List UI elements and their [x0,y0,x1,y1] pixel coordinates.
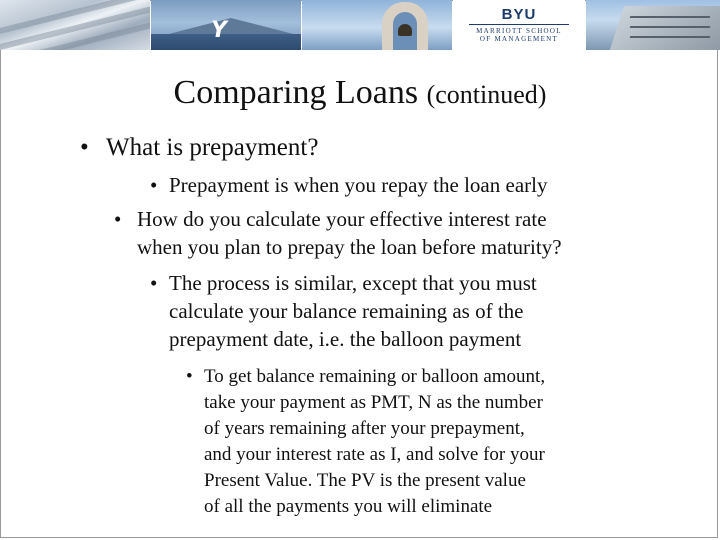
statue-photo-tile [0,0,150,50]
bullet-dot-icon: • [150,173,158,197]
bell-icon [398,24,412,36]
y-mountain-icon: Y [211,18,225,43]
bell-tower-photo-tile [302,0,452,50]
bullet-dot-icon: • [114,207,122,231]
bullet-a3-line1: To get balance remaining or balloon amount, [204,366,546,387]
bullet-q1: What is prepayment? [106,134,319,161]
byu-marriott-logo [453,0,585,50]
bullet-dot-icon: • [186,366,193,387]
header-banner [0,0,720,50]
slide-title [0,74,720,114]
bullet-dot-icon: • [80,134,89,161]
bullet-a2-line3: prepayment date, i.e. the balloon payment [169,327,522,351]
bullet-q2-line1: How do you calculate your effective interest rate [137,207,547,231]
logo-brand: BYU [501,6,537,23]
bullet-a1: Prepayment is when you repay the loan early [169,173,548,197]
bullet-a3-line5: Present Value. The PV is the present value [204,470,526,491]
bullet-a2-line1: The process is similar, except that you must [169,271,537,295]
campus-y-photo-tile [151,0,301,50]
bullet-a3-line3: of years remaining after your prepayment, [204,418,525,439]
logo-school-line1: MARRIOTT SCHOOL [476,27,562,35]
title-sub: (continued) [426,80,547,109]
title-main: Comparing Loans [173,74,419,111]
bullet-a3-line2: take your payment as PMT, N as the number [204,392,543,413]
bullet-q2-line2: when you plan to prepay the loan before maturity? [137,235,562,259]
logo-school-line2: OF MANAGEMENT [479,35,559,43]
building-photo-tile [586,0,720,50]
logo-rule [469,24,569,25]
bullet-dot-icon: • [150,271,158,295]
bullet-a3-line6: of all the payments you will eliminate [204,496,493,517]
bullet-a3-line4: and your interest rate as I, and solve for your [204,444,545,465]
bullet-a2-line2: calculate your balance remaining as of the [169,299,524,323]
